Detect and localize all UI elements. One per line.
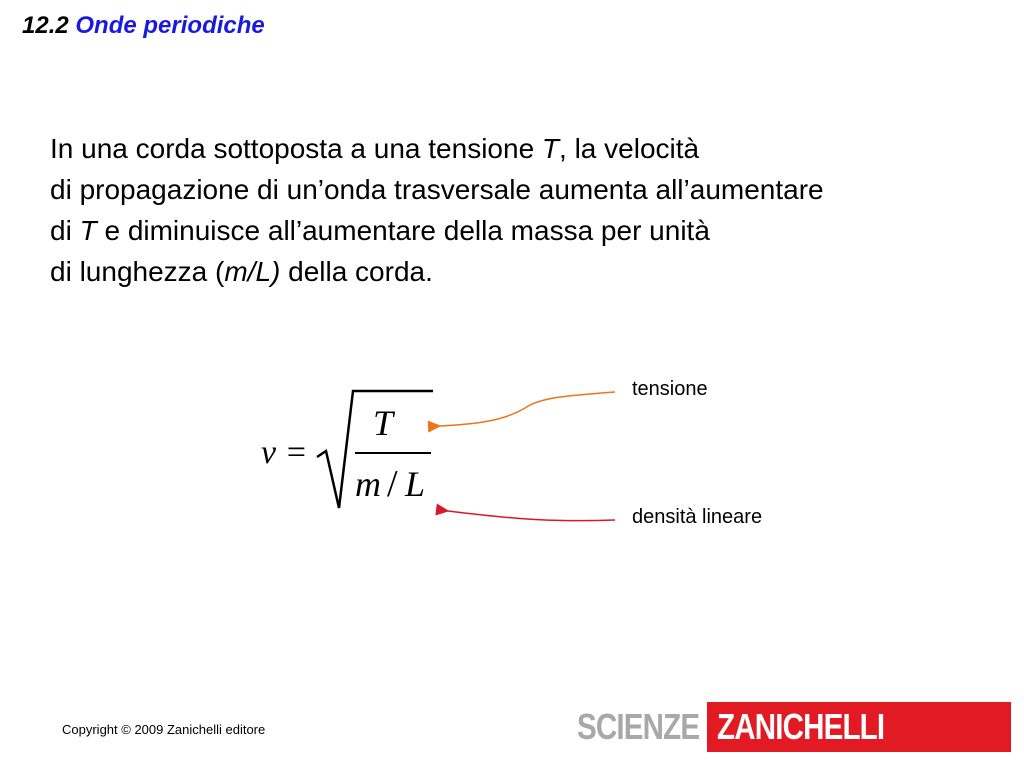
text-line-2: di propagazione di un’onda trasversale aumenta all’aumentare	[50, 174, 824, 205]
publisher-logo	[577, 702, 1011, 752]
logo-zanichelli-text: ZANICHELLI	[717, 706, 885, 747]
text-line-1b: , la velocità	[559, 133, 700, 164]
formula-denominator-L: L	[405, 464, 426, 504]
text-line-3a: di	[50, 215, 80, 246]
formula-lhs: v =	[261, 434, 308, 471]
slide-title: Onde periodiche	[75, 12, 265, 39]
logo-zanichelli	[707, 702, 1011, 752]
mass-per-length-symbol: m/L)	[224, 256, 281, 287]
text-line-3b: e diminuisce all’aumentare della massa per unità	[96, 215, 710, 246]
tension-symbol: T	[541, 133, 560, 164]
formula-denominator-m: m	[355, 464, 381, 504]
tension-arrow	[440, 392, 615, 426]
text-line-1a: In una corda sottoposta a una tensione	[50, 133, 542, 164]
tension-symbol-2: T	[79, 215, 97, 246]
slide-header	[22, 12, 265, 40]
tension-label: tensione	[632, 378, 708, 400]
text-line-4a: di lunghezza (	[50, 256, 225, 287]
logo-scienze: SCIENZE	[577, 706, 700, 747]
formula-numerator: T	[373, 403, 394, 443]
density-label: densità lineare	[632, 506, 763, 528]
body-paragraph	[50, 128, 1010, 292]
text-line-4b: della corda.	[280, 256, 433, 287]
section-number: 12.2	[22, 12, 69, 39]
copyright-text: Copyright © 2009 Zanichelli editore	[62, 722, 266, 737]
density-arrow	[448, 511, 615, 521]
velocity-formula	[255, 383, 445, 515]
formula-denominator-slash: /	[387, 463, 398, 505]
